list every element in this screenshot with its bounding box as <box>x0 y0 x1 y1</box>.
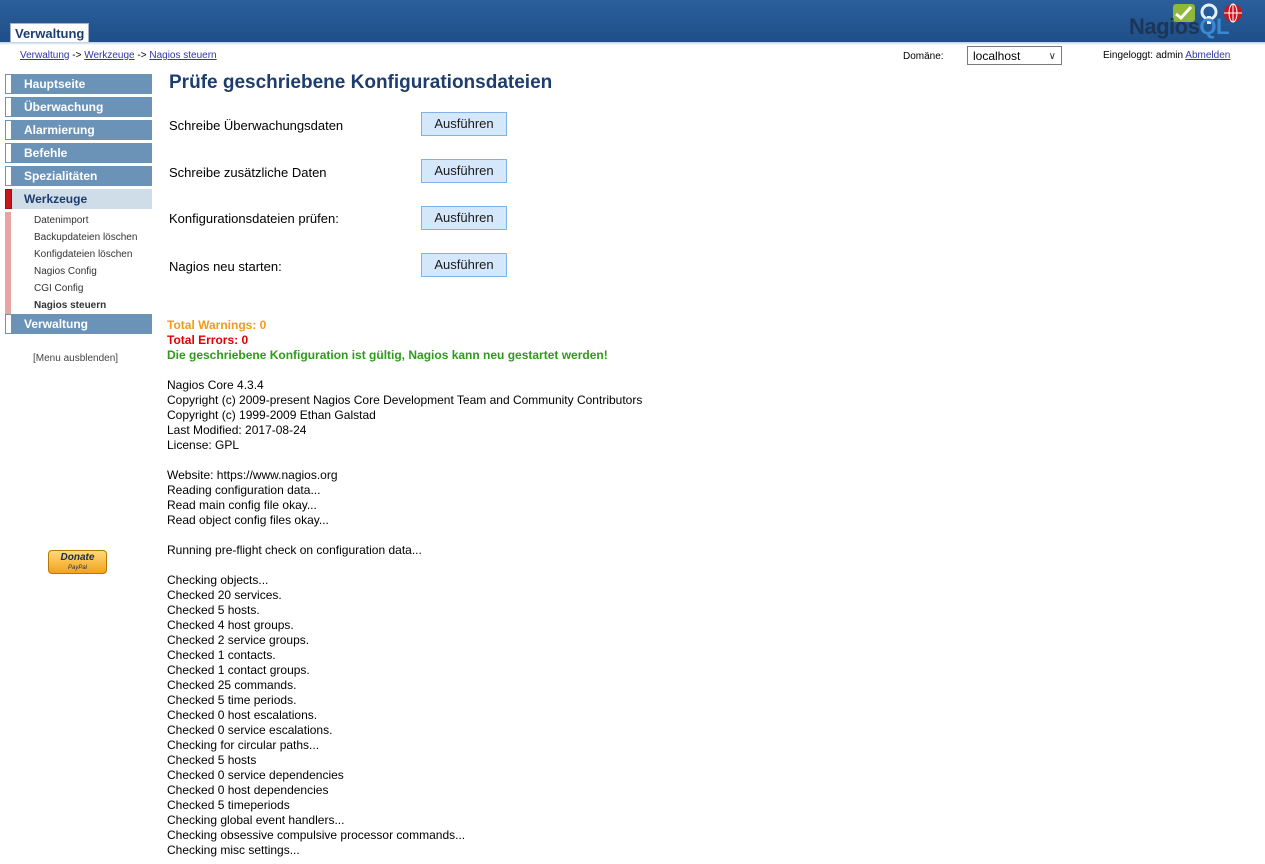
sidebar-subitem-datenimport[interactable] <box>5 212 152 229</box>
sidebar-subitem-label: Datenimport <box>34 215 89 226</box>
sidebar-item-label: Verwaltung <box>24 317 89 331</box>
sidebar-item-werkzeuge[interactable] <box>5 189 152 209</box>
output-line: Running pre-flight check on configuration data... <box>167 543 422 557</box>
check-result <box>167 318 642 858</box>
sidebar-item-label: Hauptseite <box>24 77 86 91</box>
sidebar-subitem-label: Konfigdateien löschen <box>34 249 133 260</box>
sidebar-subitem-label: Nagios steuern <box>34 300 107 311</box>
page-title: Prüfe geschriebene Konfigurationsdateien <box>169 72 553 93</box>
action-label-restart-nagios: Nagios neu starten: <box>169 259 282 274</box>
logo-text: NagiosQL <box>1129 14 1229 39</box>
sidebar-subitem-konfigdateien[interactable] <box>5 246 152 263</box>
donate-button[interactable] <box>48 550 107 574</box>
total-errors: Total Errors: 0 <box>167 333 249 347</box>
output-line: Checked 0 host escalations. <box>167 708 318 722</box>
login-text: Eingeloggt: admin <box>1103 50 1184 61</box>
output-line <box>167 558 642 573</box>
output-line: Reading configuration data... <box>167 483 321 497</box>
output-line <box>167 453 642 468</box>
sidebar-item-alarmierung[interactable] <box>5 120 152 140</box>
sidebar-subitem-nagios-steuern[interactable] <box>5 297 152 314</box>
sidebar-item-ueberwachung[interactable] <box>5 97 152 117</box>
sidebar-subitem-cgi-config[interactable] <box>5 280 152 297</box>
sidebar-subitem-label: CGI Config <box>34 283 84 294</box>
output-line: Checking global event handlers... <box>167 813 345 827</box>
output-line: Website: https://www.nagios.org <box>167 468 338 482</box>
output-line: Checked 5 timeperiods <box>167 798 290 812</box>
subitem-marker <box>5 297 11 314</box>
output-line: Checked 5 time periods. <box>167 693 297 707</box>
output-line: Last Modified: 2017-08-24 <box>167 423 307 437</box>
output-line: License: GPL <box>167 438 240 452</box>
menu-marker <box>5 314 12 334</box>
domain-select[interactable] <box>967 46 1062 65</box>
menu-marker <box>5 97 12 117</box>
sidebar-item-label: Werkzeuge <box>24 192 88 206</box>
sidebar-item-befehle[interactable] <box>5 143 152 163</box>
output-line: Checked 0 service escalations. <box>167 723 333 737</box>
sidebar-subitem-backupdateien[interactable] <box>5 229 152 246</box>
valid-message: Die geschriebene Konfiguration ist gültig, Nagios kann neu gestartet werden! <box>167 348 608 362</box>
breadcrumb-separator: -> <box>69 50 85 61</box>
top-banner <box>0 0 1265 42</box>
output-line: Checked 1 contacts. <box>167 648 276 662</box>
output-line: Copyright (c) 1999-2009 Ethan Galstad <box>167 408 376 422</box>
hide-menu-link[interactable]: [Menu ausblenden] <box>33 353 119 364</box>
menu-marker <box>5 120 12 140</box>
breadcrumb-nagios-steuern[interactable]: Nagios steuern <box>149 50 217 61</box>
sidebar-item-verwaltung[interactable] <box>5 314 152 334</box>
sidebar-subitem-label: Nagios Config <box>34 266 97 277</box>
output-line: Read object config files okay... <box>167 513 329 527</box>
output-line: Checked 20 services. <box>167 588 282 602</box>
sidebar-item-label: Alarmierung <box>24 123 95 137</box>
sidebar-item-label: Spezialitäten <box>24 169 98 183</box>
sidebar-item-hauptseite[interactable] <box>5 74 152 94</box>
domain-select-value: localhost <box>973 49 1021 63</box>
output-line: Read main config file okay... <box>167 498 317 512</box>
sidebar-subitem-nagios-config[interactable] <box>5 263 152 280</box>
chevron-down-icon: ∨ <box>1048 51 1056 62</box>
output-line: Checking objects... <box>167 573 269 587</box>
action-label-check-config: Konfigurationsdateien prüfen: <box>169 211 339 226</box>
paypal-label: PayPal <box>67 565 87 571</box>
sidebar-subitem-label: Backupdateien löschen <box>34 232 138 243</box>
menu-marker <box>5 74 12 94</box>
output-line: Checking obsessive compulsive processor commands... <box>167 828 466 842</box>
nagiosql-logo <box>1129 2 1253 40</box>
output-line: Checked 5 hosts. <box>167 603 260 617</box>
output-line: Checked 0 host dependencies <box>167 783 329 797</box>
output-line: Checking misc settings... <box>167 843 300 857</box>
output-line: Checked 1 contact groups. <box>167 663 310 677</box>
subitem-marker <box>5 280 11 297</box>
sidebar-item-label: Überwachung <box>24 100 104 114</box>
output-line: Checking for circular paths... <box>167 738 320 752</box>
action-label-write-additional: Schreibe zusätzliche Daten <box>169 165 327 180</box>
tab-verwaltung[interactable]: Verwaltung <box>10 23 89 43</box>
breadcrumb-verwaltung[interactable]: Verwaltung <box>20 50 70 61</box>
banner-divider <box>0 42 1265 45</box>
login-info <box>1103 50 1230 61</box>
check-output <box>167 378 642 858</box>
breadcrumb-separator: -> <box>134 50 150 61</box>
check-config-button[interactable]: Ausführen <box>421 206 507 230</box>
output-line: Checked 25 commands. <box>167 678 297 692</box>
subitem-marker <box>5 263 11 280</box>
sidebar-item-spezialitaeten[interactable] <box>5 166 152 186</box>
output-line: Copyright (c) 2009-present Nagios Core Development Team and Community Contributors <box>167 393 643 407</box>
subitem-marker <box>5 229 11 246</box>
menu-marker <box>5 166 12 186</box>
donate-label: Donate <box>60 552 95 563</box>
write-additional-data-button[interactable]: Ausführen <box>421 159 507 183</box>
output-line: Checked 0 service dependencies <box>167 768 344 782</box>
output-line: Checked 5 hosts <box>167 753 257 767</box>
domain-label: Domäne: <box>903 51 944 62</box>
total-warnings: Total Warnings: 0 <box>167 318 267 332</box>
logout-link[interactable]: Abmelden <box>1185 50 1231 61</box>
menu-marker <box>5 189 12 209</box>
write-monitoring-data-button[interactable]: Ausführen <box>421 112 507 136</box>
subitem-marker <box>5 246 11 263</box>
breadcrumb <box>20 50 217 61</box>
output-line: Nagios Core 4.3.4 <box>167 378 264 392</box>
breadcrumb-werkzeuge[interactable]: Werkzeuge <box>84 50 135 61</box>
restart-nagios-button[interactable]: Ausführen <box>421 253 507 277</box>
sidebar-item-label: Befehle <box>24 146 68 160</box>
menu-marker <box>5 143 12 163</box>
output-line <box>167 528 642 543</box>
subitem-marker <box>5 212 11 229</box>
output-line: Checked 2 service groups. <box>167 633 310 647</box>
action-label-write-monitoring: Schreibe Überwachungsdaten <box>169 118 344 133</box>
output-line: Checked 4 host groups. <box>167 618 294 632</box>
